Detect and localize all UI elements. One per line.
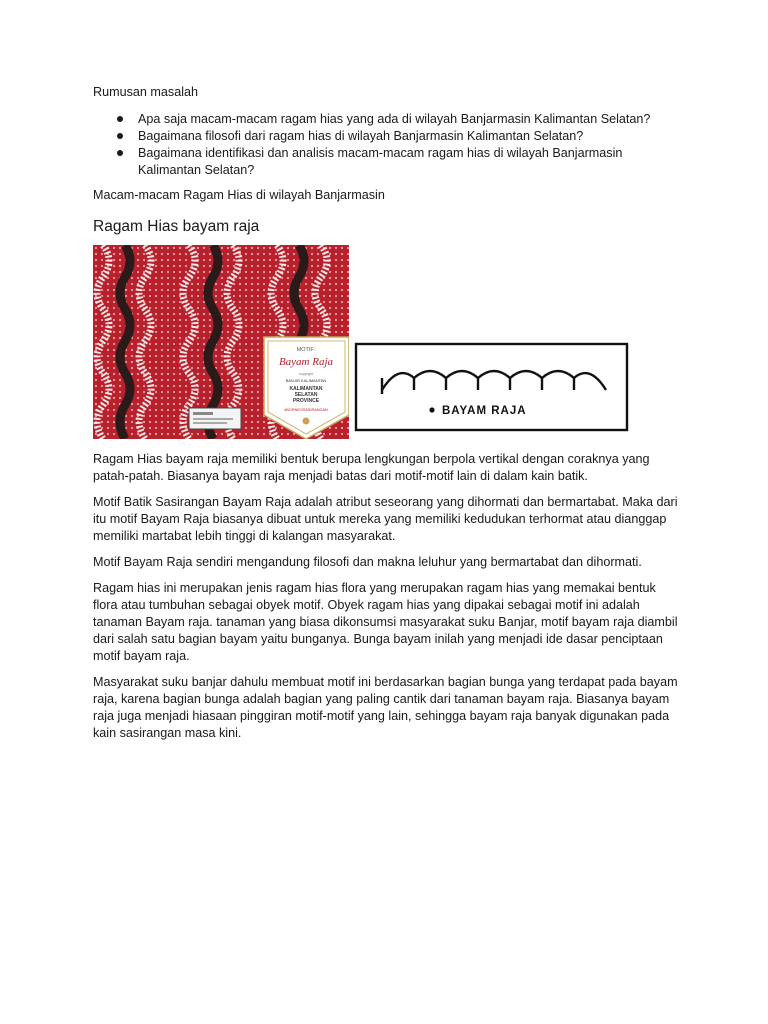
badge-region1-text: BANJIR KALIMANTAN bbox=[285, 378, 327, 383]
badge-top-text: MOTIF: bbox=[296, 347, 316, 353]
question-item: Bagaimana identifikasi dan analisis macam-macam ragam hias di wilayah Banjarmasin Kalimantan Selatan? bbox=[93, 145, 683, 179]
paragraph: Motif Bayam Raja sendiri mengandung filosofi dan makna leluhur yang bermartabat dan dihormati. bbox=[93, 555, 642, 569]
heading-rumusan-masalah: Rumusan masalah bbox=[93, 85, 198, 99]
badge-footer-text: #BORNEOSASIRANGAN bbox=[284, 408, 328, 412]
figure-row bbox=[93, 245, 683, 441]
badge-region4-text: PROVINCE bbox=[292, 398, 320, 404]
question-item: Bagaimana filosofi dari ragam hias di wilayah Banjarmasin Kalimantan Selatan? bbox=[93, 128, 683, 145]
batik-photo bbox=[93, 245, 349, 439]
badge-small-text: copyright bbox=[298, 372, 314, 376]
paragraph: Ragam Hias bayam raja memiliki bentuk berupa lengkungan berpola vertikal dengan coraknya yang patah-patah. Biasanya bayam raja menjadi batas dari motif-motif lain di dalam kain batik. bbox=[93, 452, 650, 483]
label-bullet-icon bbox=[429, 407, 434, 412]
paragraph: Ragam hias ini merupakan jenis ragam hias flora yang merupakan ragam hias yang memakai bentuk flora atau tumbuhan sebagai obyek motif. Obyek ragam hias yang dipakai sebagai motif ini adalah tanaman Bayam raja. tanaman yang biasa dikonsumsi masyarakat suku Banjar, motif bayam raja diambil dari salah satu bagian bayam yaitu bunganya. Bunga bayam inilah yang menjadi ide dasar penciptaan motif bayam raja. bbox=[93, 581, 678, 663]
paragraph: Masyarakat suku banjar dahulu membuat motif ini berdasarkan bagian bunga yang terdapat pada bayam raja, karena bagian bunga adalah bagian yang paling cantik dari tanaman bayam raja. Biasanya bayam raja juga menjadi hiasaan pinggiran motif-motif yang lain, sehingga bayam raja banyak digunakan pada kain sasirangan masa kini. bbox=[93, 675, 678, 740]
badge-region3-text: SELATAN bbox=[294, 392, 318, 398]
badge-seal-icon bbox=[303, 418, 310, 425]
paragraph: Motif Batik Sasirangan Bayam Raja adalah atribut seseorang yang dihormati dan bermartabat. Maka dari itu motif Bayam Raja biasanya dibuat untuk mereka yang memiliki kedudukan terhormat atau dianggap memiliki martabat lebih tinggi di kalangan masyarakat. bbox=[93, 495, 678, 543]
subheading-bayam-raja: Ragam Hias bayam raja bbox=[93, 218, 260, 235]
section-intro: Macam-macam Ragam Hias di wilayah Banjarmasin bbox=[93, 188, 385, 202]
question-list bbox=[93, 111, 683, 179]
badge-region2-text: KALIMANTAN bbox=[289, 386, 323, 392]
bullet-icon bbox=[117, 116, 123, 122]
bullet-icon bbox=[117, 133, 123, 139]
badge-title-text: Bayam Raja bbox=[278, 356, 334, 368]
bayam-raja-drawing bbox=[354, 340, 630, 436]
bullet-icon bbox=[117, 150, 123, 156]
drawing-label: BAYAM RAJA bbox=[442, 405, 527, 417]
document-page bbox=[93, 84, 683, 751]
question-item: Apa saja macam-macam ragam hias yang ada di wilayah Banjarmasin Kalimantan Selatan? bbox=[93, 111, 683, 128]
